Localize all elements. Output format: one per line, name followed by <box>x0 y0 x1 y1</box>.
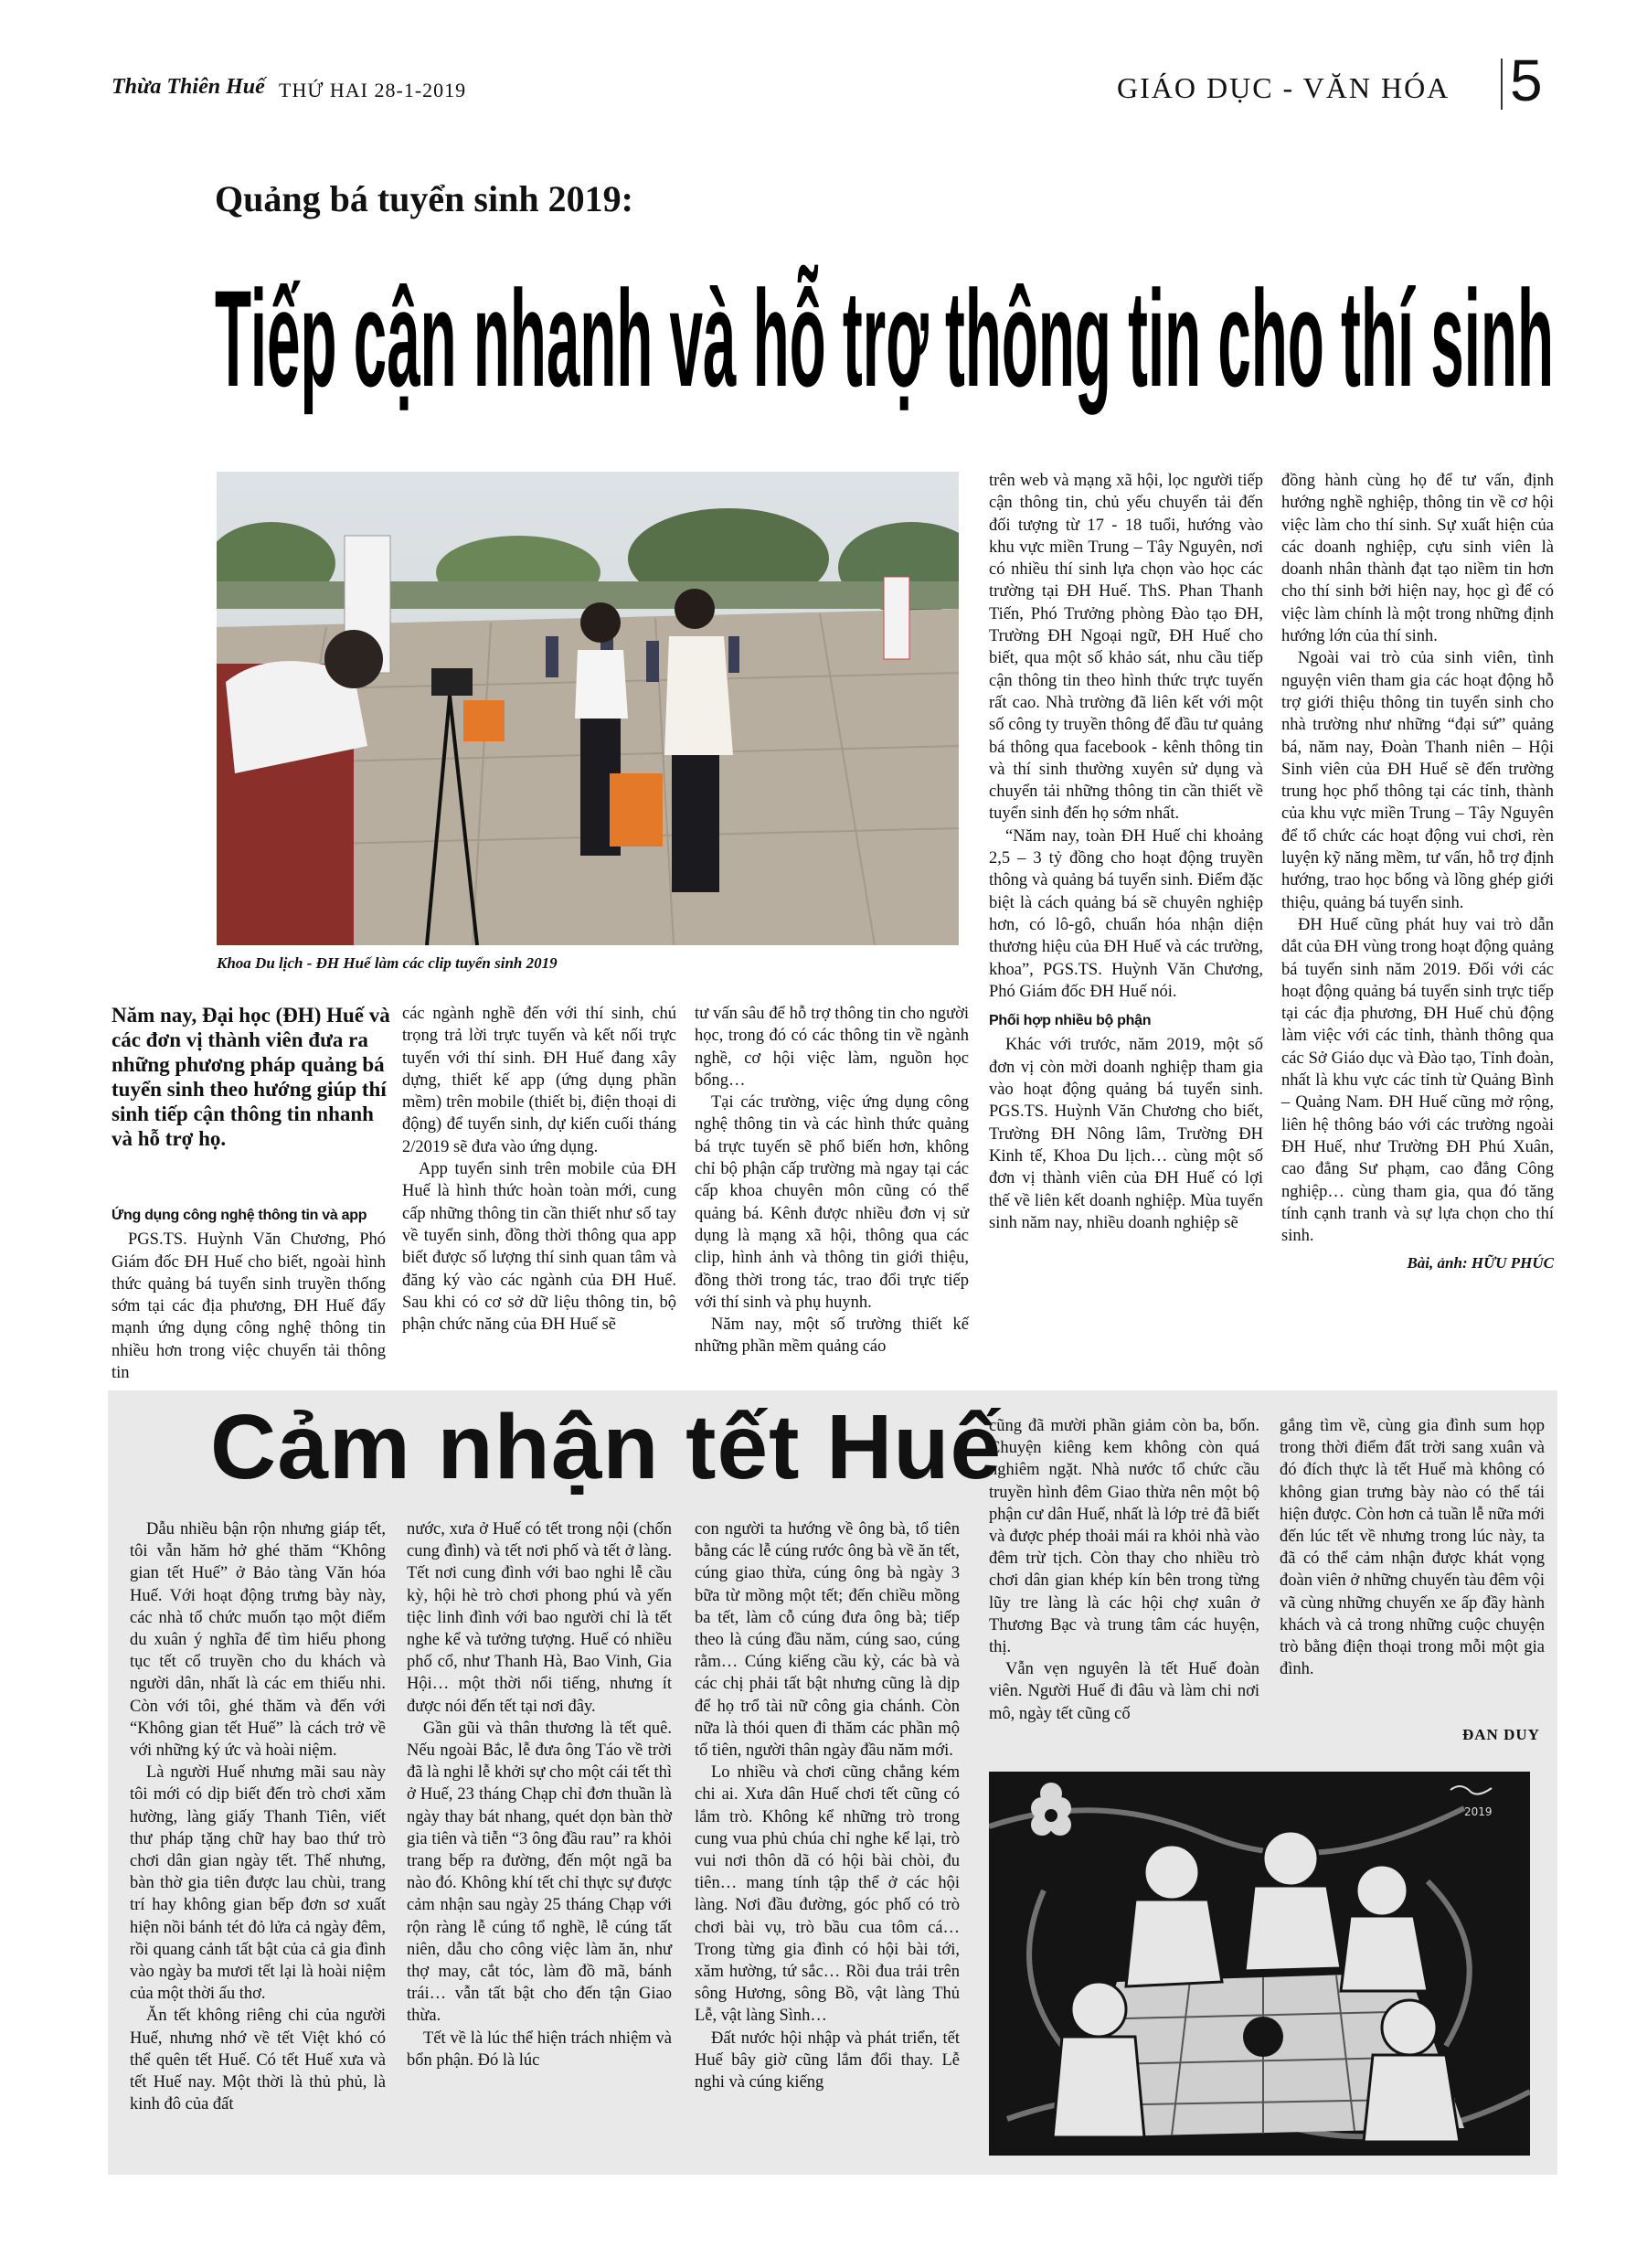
paragraph: Lo nhiều và chơi cũng chẳng kém chi ai. Xưa dân Huế chơi tết cũng có lắm trò. Không kể những trò trong cung vua phủ chúa chỉ nghe kể lại, trò vui nơi thôn dã có hội bài chòi, đu tiên… mang tính tập thể ở các hội làng. Nơi đầu đường, góc phố có trò chơi bài vụ, trò bầu cua tôm cá… Trong từng gia đình có hội bài tới, xăm hường, tứ sắc… Rồi đua trải trên sông Hương, sông Bồ, vật làng Thủ Lễ, vật làng Sình… <box>695 1763 960 2026</box>
section-name: GIÁO DỤC - VĂN HÓA <box>1117 71 1450 104</box>
article-lead: Năm nay, Đại học (ĐH) Huế và các đơn vị thành viên đưa ra những phương pháp quảng bá tuyển sinh theo hướng giúp thí sinh tiếp cận thông tin nhanh và hỗ trợ họ. <box>112 1004 390 1150</box>
paragraph: Tại các trường, việc ứng dụng công nghệ thông tin và các hình thức quảng bá trực tuyến sẽ phổ biến hơn, không chỉ bộ phận cấp trường mà ngay tại các cấp khoa chuyên môn cũng có thể quảng bá. Kênh được nhiều đơn vị sử dụng là mạng xã hội, thông qua các clip, hình ảnh và thông tin giới thiệu, đồng thời trong tác, trao đổi trực tiếp với thí sinh và phụ huynh. <box>695 1093 969 1312</box>
paragraph: gắng tìm về, cùng gia đình sum họp trong thời điểm đất trời sang xuân và đó đích thực là tết Huế mà không có không gian trưng bày nào có thể tái hiện được. Còn hơn cả tuần lễ nữa mới đến lúc tết về nhưng trong lúc này, ta đã có thể cảm nhận được khát vọng đoàn viên ở những chuyến tàu đêm vội vã cùng những chuyến xe ấp đầy hành khách và cả trong những cuộc chuyện trò bằng điện thoại trong mỗi một gia đình. <box>1280 1417 1545 1679</box>
text-column-1 <box>130 1518 386 2115</box>
subheading-apps: Ứng dụng công nghệ thông tin và app <box>112 1208 367 1223</box>
text-column-1 <box>112 1198 386 1384</box>
article-headline-text: Tiếp cận nhanh và hỗ trợ thông tin cho thí sinh <box>215 261 1554 415</box>
paragraph: cũng đã mười phần giảm còn ba, bốn. Chuyện kiêng kem không còn quá nghiêm ngặt. Nhà nước tổ chức cầu truyền hình đêm Giao thừa nên một bộ phận cư dân Huế, nhất là lớp trẻ đã biết và được phép thoải mái ra khỏi nhà vào đêm trừ tịch. Còn thay cho nhiều trò chơi dân gian khép kín bên trong từng lũy tre làng là các hội chợ xuân ở Thương Bạc và trung tâm các huyện, thị. <box>989 1417 1259 1657</box>
paragraph: ĐH Huế cũng phát huy vai trò dẫn dắt của ĐH vùng trong hoạt động quảng bá tuyển sinh năm 2019. Đối với các hoạt động quảng bá tuyển sinh trực tiếp tại các địa phương, ĐH Huế chủ động làm việc với các tỉnh, thành thông qua các Sở Giáo dục và Đào tạo, Tỉnh đoàn, nhất là khu vực các tỉnh từ Quảng Bình – Quảng Nam. ĐH Huế cũng mở rộng, liên hệ thông báo với các trường ngoài ĐH Huế, như Trường ĐH Phú Xuân, cao đẳng Sư phạm, cao đẳng Công nghiệp… cùng tham gia, qua đó tăng tính cạnh tranh và sự lựa chọn cho thí sinh. <box>1281 915 1554 1246</box>
photo-caption: Khoa Du lịch - ĐH Huế làm các clip tuyển sinh 2019 <box>217 954 558 972</box>
paragraph: PGS.TS. Huỳnh Văn Chương, Phó Giám đốc ĐH Huế cho biết, ngoài hình thức quảng bá tuyển sinh truyền thống sớm tại các địa phương, ĐH Huế đẩy mạnh ứng dụng công nghệ thông tin nhiều hơn trong việc chuyển tải thông tin <box>112 1230 386 1383</box>
paragraph: Khác với trước, năm 2019, một số đơn vị còn mời doanh nghiệp tham gia vào hoạt động quảng bá tuyển sinh. PGS.TS. Huỳnh Văn Chương cho biết, Trường ĐH Nông lâm, Trường ĐH Kinh tế, Khoa Du lịch… cùng một số đơn vị thành viên của ĐH Huế có lợi thế về liên kết doanh nghiệp. Mùa tuyển sinh năm nay, nhiều doanh nghiệp sẽ <box>989 1036 1263 1232</box>
text-column-2 <box>402 1003 676 1336</box>
paragraph: Tết về là lúc thể hiện trách nhiệm và bổn phận. Đó là lúc <box>407 2028 672 2070</box>
article-illustration <box>989 1772 1530 2156</box>
paragraph: Ngoài vai trò của sinh viên, tình nguyện viên tham gia các hoạt động hỗ trợ giới thiệu thông tin tuyển sinh cho nhà trường như những “đại sứ” quảng bá, năm nay, Đoàn Thanh niên – Hội Sinh viên của ĐH Huế sẽ đến trường trung học phổ thông tại các tỉnh, thành của khu vực miền Trung – Tây Nguyên để tổ chức các hoạt động vui chơi, rèn luyện kỹ năng mềm, tư vấn, hỗ trợ định hướng, trao học bổng và lồng ghép giới thiệu, quảng bá tuyển sinh. <box>1281 649 1554 912</box>
paragraph: tư vấn sâu để hỗ trợ thông tin cho người học, trong đó có các thông tin về ngành nghề, cơ hội việc làm, nguồn học bổng… <box>695 1005 969 1090</box>
byline: Bài, ảnh: HỮU PHÚC <box>1407 1254 1554 1272</box>
text-column-4 <box>989 1415 1259 1725</box>
subheading-coordination: Phối hợp nhiều bộ phận <box>989 1013 1152 1029</box>
paragraph: “Năm nay, toàn ĐH Huế chi khoảng 2,5 – 3 tỷ đồng cho hoạt động truyền thông và quảng bá tuyển sinh. Điểm đặc biệt là cách quảng bá sẽ chuyên nghiệp hơn, có lô-gô, chuẩn hóa nhận diện thương hiệu của ĐH Huế và các trường, khoa”, PGS.TS. Huỳnh Văn Chương, Phó Giám đốc ĐH Huế nói. <box>989 826 1263 1001</box>
photo-drawing <box>217 472 959 945</box>
text-column-5 <box>1281 470 1554 1275</box>
paragraph: Ăn tết không riêng chi của người Huế, nhưng nhớ về tết Việt khó có thể quên tết Huế. Có tết Huế xưa và tết Huế nay. Một thời là thủ phủ, là kinh đô của đất <box>130 2007 386 2114</box>
article2-headline: Cảm nhận tết Huế <box>210 1396 1003 1498</box>
paragraph: trên web và mạng xã hội, lọc người tiếp cận thông tin, chủ yếu chuyển tải đến đối tượng từ 17 - 18 tuổi, hướng vào khu vực miền Trung – Tây Nguyên, nơi có nhiều thí sinh lựa chọn vào học các trường tại ĐH Huế. ThS. Phan Thanh Tiến, Phó Trưởng phòng Đào tạo ĐH, Trường ĐH Ngoại ngữ, ĐH Huế cho biết, qua một số khảo sát, nhu cầu tiếp cận thông tin theo hình thức trực tuyến rất cao. Nhà trường đã liên kết với một số công ty truyền thông để đầu tư quảng bá thông qua facebook - kênh thông tin và thí sinh thường xuyên sử dụng và chuyển tải những thông tin cần thiết về tuyển sinh đến họ sớm nhất. <box>989 472 1263 824</box>
byline: ĐAN DUY <box>1462 1726 1540 1743</box>
text-column-3 <box>695 1518 960 2093</box>
text-column-4 <box>989 470 1263 1234</box>
text-column-2 <box>407 1518 672 2071</box>
article-headline <box>215 249 1558 431</box>
paragraph: các ngành nghề đến với thí sinh, chú trọng trả lời trực tuyến và kết nối trực tuyến với thí sinh. ĐH Huế đang xây dựng, thiết kế app (ứng dụng phần mềm) trên mobile (thiết bị, điện thoại di động) để tuyển sinh, dự kiến cuối tháng 2/2019 sẽ đưa vào ứng dụng. <box>402 1005 676 1156</box>
paragraph: Đất nước hội nhập và phát triển, tết Huế bây giờ cũng lắm đổi thay. Lễ nghi và cúng kiếng <box>695 2028 960 2092</box>
header-divider <box>1501 59 1503 110</box>
text-column-5 <box>1280 1415 1545 1680</box>
paragraph: Vẫn vẹn nguyên là tết Huế đoàn viên. Người Huế đi đâu và làm chi nơi mô, ngày tết cũng cố <box>989 1660 1259 1723</box>
paragraph: con người ta hướng về ông bà, tổ tiên bằng các lễ cúng rước ông bà về ăn tết, cúng giao thừa, cúng ông bà ngày 3 bữa từ mồng một tết; đến chiều mồng ba tết, làm cỗ cúng đưa ông bà; tiếp theo là cúng đầu năm, cúng sao, cúng rằm… Cúng kiếng cầu kỳ, các bà và các chị phải tất bật nhưng cũng là dịp để họ trổ tài nữ công gia chánh. Còn nữa là thói quen đi thăm các phần mộ tổ tiên, người thân ngày đầu năm mới. <box>695 1520 960 1761</box>
text-column-3 <box>695 1003 969 1358</box>
article-kicker: Quảng bá tuyển sinh 2019: <box>215 178 633 219</box>
issue-date: THỨ HAI 28-1-2019 <box>279 79 467 101</box>
illustration-drawing <box>989 1772 1530 2156</box>
illustration-signature: 2019 <box>1464 1805 1493 1818</box>
paragraph: Là người Huế nhưng mãi sau này tôi mới có dịp biết đến trò chơi xăm hường, làng giấy Thanh Tiên, viết thư pháp tặng chữ hay bao thứ trò chơi dân gian ngày tết. Thế nhưng, bàn thờ gia tiên được lau chùi, trang trí hay không gian bếp đơn sơ xuất hiện nồi bánh tét đỏ lửa cả ngày đêm, rồi quang cảnh tất bật của cả gia đình vào ngày ba mươi tết lại là hoài niệm của một thời ấu thơ. <box>130 1763 386 2004</box>
paragraph: nước, xưa ở Huế có tết trong nội (chốn cung đình) và tết nơi phố và tết ở làng. Tết nơi cung đình với bao nghi lễ cầu kỳ, hội hè trò chơi phong phú và yến tiệc linh đình với bao người chỉ là tết nghe kể và tưởng tượng. Huế có nhiều phố cổ, như Thanh Hà, Bao Vinh, Gia Hội… một thời nổi tiếng, nhưng ít được nói đến tết tại nơi đây. <box>407 1520 672 1716</box>
page-number: 5 <box>1510 48 1543 113</box>
paragraph: App tuyển sinh trên mobile của ĐH Huế là hình thức hoàn toàn mới, cung cấp những thông tin cần thiết như sổ tay về tuyển sinh, đồng thời thông qua app biết được số lượng thí sinh quan tâm và đăng ký vào các ngành của ĐH Huế. Sau khi có cơ sở dữ liệu thông tin, bộ phận chức năng của ĐH Huế sẽ <box>402 1160 676 1335</box>
article-photo <box>217 472 959 945</box>
paragraph: Năm nay, một số trường thiết kế những phần mềm quảng cáo <box>695 1315 969 1357</box>
masthead: Thừa Thiên Huế <box>112 75 265 99</box>
paragraph: Dẫu nhiều bận rộn nhưng giáp tết, tôi vẫn hăm hở ghé thăm “Không gian tết Huế” ở Bảo tàng Văn hóa Huế. Với hoạt động trưng bày này, các nhà tổ chức muốn tạo một điểm du xuân ý nghĩa để tìm hiểu phong tục tết cổ truyền cho du khách và người dân, nhất là các em thiếu nhi. Còn với tôi, ghé thăm và đến với “Không gian tết Huế” là cách trở về với những ký ức và hoài niệm. <box>130 1520 386 1761</box>
paragraph: đồng hành cùng họ để tư vấn, định hướng nghề nghiệp, thông tin về cơ hội việc làm cho thí sinh. Sự xuất hiện của các doanh nghiệp, cựu sinh viên là doanh nhân thành đạt tạo niềm tin hơn cho thí sinh bởi hiện nay, học gì để có việc làm chính là một trong những định hướng lớn của thí sinh. <box>1281 472 1554 646</box>
paragraph: Gần gũi và thân thương là tết quê. Nếu ngoài Bắc, lễ đưa ông Táo về trời đã là nghi lễ khởi sự cho một cái tết thì ở Huế, 23 tháng Chạp chỉ đơn thuần là ngày thay bát nhang, quét dọn bàn thờ gia tiên và tiễn “3 ông đầu rau” ra khỏi trang bếp ra đường, đến một ngã ba nào đó. Không khí tết chỉ thực sự được cảm nhận sau ngày 25 tháng Chạp với rộn ràng lễ cúng tổ nghề, lễ cúng tất niên, dẫu cho công việc làm ăn, như thợ may, cắt tóc, làm đồ mã, bánh trái… vẫn tất bật cho đến tận Giao thừa. <box>407 1719 672 2026</box>
